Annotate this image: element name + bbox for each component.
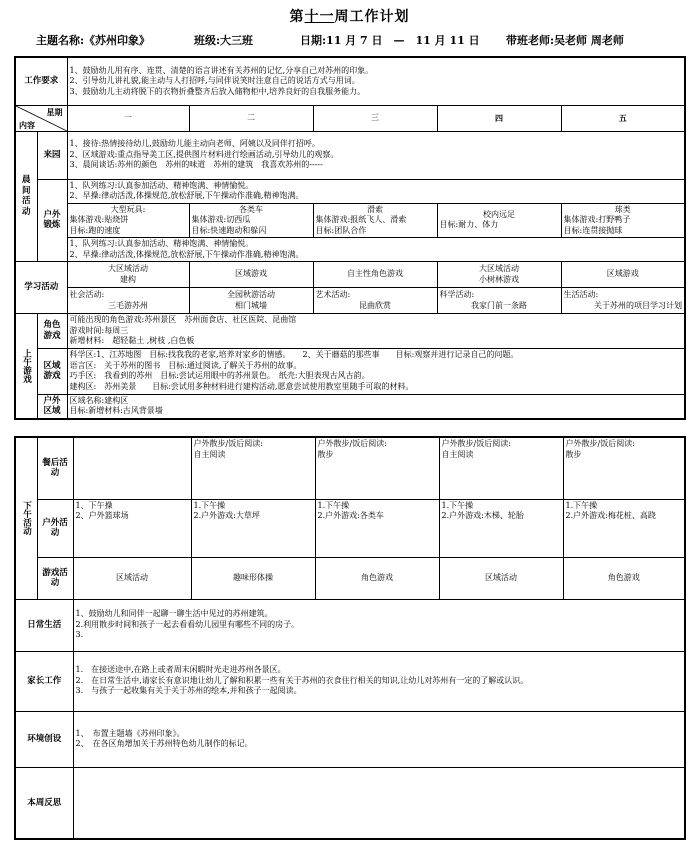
pm-outdoor-thu <box>439 499 563 557</box>
game-cell-thu: 区域活动 <box>439 557 563 599</box>
study-top-wed <box>313 262 437 288</box>
study-bottom-sub: 我家门前一条路 <box>471 300 528 310</box>
outdoor-cell-title: 各类车 <box>239 204 264 214</box>
meal-cell-fri <box>563 437 685 499</box>
area-line: 巧手区: 我看到的苏州 目标:尝试运用眼中的苏州景色。 纸壳:大胆表现古风古韵。 <box>69 371 370 380</box>
outdoor-cell-wed <box>313 203 437 238</box>
pm-outdoor-line: 2、户外篮球场 <box>75 511 129 520</box>
daily-line: 3. <box>75 630 84 640</box>
game-cell-tue: 趣味形体操 <box>191 557 315 599</box>
requirements-label: 工作要求 <box>15 57 67 105</box>
weekday-col-label: 内容 <box>19 120 35 130</box>
meal-cell-thu <box>439 437 563 499</box>
study-bottom-title: 科学活动: <box>439 290 475 299</box>
meal-cell-activity: 散步 <box>317 449 334 459</box>
page-title <box>0 6 699 26</box>
title-prefix: 第 <box>289 9 305 25</box>
outdoor-line: 2、早操:律动活泼,体操规范,放松舒展,下午操动作准确,精神饱满。 <box>69 191 304 200</box>
pm-outdoor-line: 1、下午操 <box>75 500 113 510</box>
parent-line: 3. 与孩子一起收集有关于关于苏州的绘本,并和孩子一起阅读。 <box>75 686 302 696</box>
study-bottom-title: 社会活动: <box>69 290 105 299</box>
outdoor-line: 2、早操:律动活泼,体操规范,放松舒展,下午操动作准确,精神饱满。 <box>69 249 304 259</box>
area-game-content <box>67 348 685 394</box>
pm-outdoor-line: 2.户外游戏:大草坪 <box>193 511 260 520</box>
area-line: 科学区:1、江苏地图 目标:找我我的老家,培养对家乡的情感。 2、关于蘑菇的那些事 目标:观察并进行记录自己的问题。 <box>69 350 519 359</box>
meal-cell-tue <box>191 437 315 499</box>
week-number: 十一 <box>304 9 335 25</box>
date-label: 日期:11 月 7 日 — 11 月 11 日 <box>300 34 480 47</box>
pm-outdoor-line: 1.下午操 <box>441 500 474 510</box>
meal-label: 餐后活动 <box>37 437 73 499</box>
outdoor-cell-title: 校内远足 <box>483 209 516 219</box>
role-line: 可能出现的角色游戏:苏州景区 苏州面食店、社区医院、昆曲馆 <box>69 315 297 324</box>
weekday-fri: 五 <box>561 105 685 131</box>
area-line: 建构区: 苏州美景 目标:尝试用多种材料进行建构活动,愿意尝试使用教室里随手可取的材料。 <box>69 381 414 391</box>
study-top-tue <box>189 262 313 288</box>
study-bottom-wed <box>313 288 437 314</box>
outdoor-cell-game: 集体游戏:报纸飞人、滑索 <box>315 215 407 224</box>
environment-content <box>73 711 685 767</box>
pm-outdoor-line: 2.户外游戏:木梯、轮胎 <box>441 511 524 520</box>
study-bottom-title: 全园秋游活动 <box>227 290 276 299</box>
game-cell-fri: 角色游戏 <box>563 557 685 599</box>
game-activity-label: 游戏活动 <box>37 557 73 599</box>
weekday-corner-cell <box>15 105 67 131</box>
outdoor-cell-goal: 目标:连贯接抛球 <box>563 225 623 235</box>
reflection-content <box>73 767 685 839</box>
parent-work-label: 家长工作 <box>15 651 73 711</box>
environment-label: 环境创设 <box>15 711 73 767</box>
outdoor-cell-title: 滑索 <box>367 204 384 214</box>
weekday-thu: 四 <box>437 105 561 131</box>
parent-work-content <box>73 651 685 711</box>
study-top-title: 大区域活动 <box>108 264 149 273</box>
study-top-thu <box>437 262 561 288</box>
study-top-sub: 建构 <box>120 274 137 284</box>
outdoor-cell-goal: 目标:团队合作 <box>315 225 367 235</box>
afternoon-label: 下午活动 <box>15 437 37 599</box>
teacher-label: 带班老师:吴老师 周老师 <box>506 34 624 47</box>
outdoor-area-line: 区域名称:建构区 <box>69 395 129 405</box>
arrival-label: 来园 <box>37 131 67 179</box>
meal-cell-title: 户外散步/饭后阅读: <box>565 439 635 448</box>
study-top-mon <box>67 262 189 288</box>
theme-label: 主题名称:《苏州印象》 <box>36 34 151 47</box>
study-label: 学习活动 <box>15 262 67 314</box>
morning-label: 晨间活动 <box>15 131 37 262</box>
forenoon-label: 上午游戏 <box>15 314 37 419</box>
study-top-title: 自主性角色游戏 <box>347 269 404 279</box>
meal-cell-title: 户外散步/饭后阅读: <box>193 439 263 448</box>
outdoor-exercise-label: 户外锻炼 <box>37 179 67 262</box>
meal-cell-title: 户外散步/饭后阅读: <box>317 439 387 448</box>
arrival-line: 2、区域游戏:重点指导美工区,提供图片材料进行绘画活动,引导幼儿的观察。 <box>69 149 339 159</box>
pm-outdoor-line: 1.下午操 <box>193 500 226 510</box>
environment-line: 1、 布置主题墙《苏州印象》。 <box>75 728 185 738</box>
role-line: 新增材料: 超轻黏土 ,树枝 ,白色板 <box>69 336 195 345</box>
arrival-line: 3、晨间谈话:苏州的颜色 苏州的味道 苏州的建筑 我喜欢苏州的----- <box>69 160 323 170</box>
arrival-content <box>67 131 685 179</box>
meal-cell-mon <box>73 437 191 499</box>
reflection-label: 本周反思 <box>15 767 73 839</box>
outdoor-cell-goal: 目标:耐力、体力 <box>439 220 499 230</box>
environment-line: 2、 在各区角增加关于苏州特色幼儿制作的标记。 <box>75 739 253 748</box>
weekday-wed: 三 <box>313 105 437 131</box>
outdoor-cell-game: 集体游戏:贴烧饼 <box>69 215 129 224</box>
outdoor-area-line: 目标:新增材料:古风背景墙 <box>69 406 163 415</box>
game-cell-mon: 区域活动 <box>73 557 191 599</box>
pm-outdoor-line: 1.下午操 <box>565 500 598 510</box>
study-bottom-sub: 关于苏州的项目学习计划 <box>594 300 683 310</box>
outdoor-cell-goal: 目标:跑的速度 <box>69 225 121 235</box>
study-top-title: 大区域活动 <box>479 264 520 273</box>
pm-outdoor-mon <box>73 499 191 557</box>
requirement-line: 3、鼓励幼儿主动将脱下的衣物折叠整齐后放入储物柜中,培养良好的自我服务能力。 <box>69 86 366 96</box>
outdoor-line: 1、队列练习:认真参加活动、精神饱满、神情愉悦。 <box>69 180 254 190</box>
meal-cell-title: 户外散步/饭后阅读: <box>441 439 511 448</box>
daily-life-content <box>73 599 685 651</box>
meal-cell-activity: 自主阅读 <box>193 449 226 459</box>
pm-outdoor-label: 户外活动 <box>37 499 73 557</box>
outdoor-area-label: 户外区域 <box>37 394 67 419</box>
outdoor-cell-mon <box>67 203 189 238</box>
pm-outdoor-line: 2.户外游戏:梅花桩、高跷 <box>565 511 656 520</box>
pm-outdoor-fri <box>563 499 685 557</box>
requirements-content <box>67 57 685 105</box>
role-game-label: 角色游戏 <box>37 314 67 349</box>
daily-line: 2.利用散步时间和孩子一起去看看幼儿园里有哪些不同的房子。 <box>75 619 300 629</box>
requirement-line: 1、鼓励幼儿用有序、连贯、清楚的语言讲述有关苏州的记忆,分享自己对苏州的印象。 <box>69 65 374 75</box>
outdoor-cell-tue <box>189 203 313 238</box>
area-game-label: 区域游戏 <box>37 348 67 394</box>
pm-outdoor-wed <box>315 499 439 557</box>
outdoor-cell-game: 集体游戏:切西瓜 <box>191 215 251 224</box>
pm-outdoor-line: 1.下午操 <box>317 500 350 510</box>
outdoor-area-content <box>67 394 685 419</box>
role-line: 游戏时间:每周三 <box>69 325 129 335</box>
weekday-row-label: 星期 <box>46 106 63 117</box>
area-line: 语言区: 关于苏州的图书 目标:通过阅读,了解关于苏州的故事。 <box>69 360 302 370</box>
study-top-fri <box>561 262 685 288</box>
study-bottom-title: 生活活动: <box>563 290 599 299</box>
plan-table-top <box>14 56 686 420</box>
plan-table-bottom <box>14 436 686 840</box>
title-suffix: 周工作计划 <box>334 9 410 25</box>
weekday-tue: 二 <box>189 105 313 131</box>
role-game-content <box>67 314 685 349</box>
study-bottom-mon <box>67 288 189 314</box>
study-bottom-sub: 三毛游苏州 <box>108 300 149 310</box>
pm-outdoor-line: 2.户外游戏:各类车 <box>317 511 384 520</box>
requirement-line: 2、引导幼儿讲礼貌,能主动与人打招呼,与同伴说笑时注意自己的说话方式与用词。 <box>69 76 360 85</box>
outdoor-top-content <box>67 179 685 203</box>
study-bottom-tue: 全园秋游活动 相门城墙 <box>189 288 313 314</box>
meal-cell-activity: 散步 <box>565 449 582 459</box>
study-top-sub: 小树林游戏 <box>479 274 520 284</box>
study-bottom-title: 艺术活动: <box>315 290 351 299</box>
daily-line: 1、鼓励幼儿和同伴一起聊一聊生活中见过的苏州建筑。 <box>75 609 273 619</box>
outdoor-cell-goal: 目标:快速跑动和躲闪 <box>191 225 267 235</box>
class-label: 班级:大三班 <box>194 34 254 47</box>
outdoor-line: 1、队列练习:认真参加活动、精神饱满、神情愉悦。 <box>69 239 254 248</box>
outdoor-cell-title: 大型玩具: <box>110 204 146 214</box>
parent-line: 1. 在接送途中,在路上或者周末闲暇时光走进苏州各景区。 <box>75 665 286 675</box>
outdoor-cell-fri <box>561 203 685 238</box>
study-top-title: 区域游戏 <box>606 269 639 279</box>
meal-cell-activity: 自主阅读 <box>441 449 474 459</box>
weekday-mon: 一 <box>67 105 189 131</box>
arrival-line: 1、接待:热情接待幼儿,鼓励幼儿能主动向老师、阿姨以及同伴打招呼。 <box>69 139 320 149</box>
outdoor-cell-thu <box>437 203 561 238</box>
study-bottom-thu <box>437 288 561 314</box>
meal-cell-wed <box>315 437 439 499</box>
outdoor-cell-game: 集体游戏:打野鸭子 <box>563 215 631 224</box>
daily-life-label: 日常生活 <box>15 599 73 651</box>
study-bottom-sub: 昆曲欣赏 <box>359 300 392 310</box>
game-cell-wed: 角色游戏 <box>315 557 439 599</box>
parent-line: 2. 在日常生活中,请家长有意识地让幼儿了解和积累一些有关于苏州的衣食住行相关的知识,让幼儿对苏州有一定的了解或认识。 <box>75 675 529 685</box>
study-top-title: 区域游戏 <box>235 269 268 279</box>
study-bottom-fri <box>561 288 685 314</box>
pm-outdoor-tue <box>191 499 315 557</box>
outdoor-cell-title: 球类 <box>614 204 631 214</box>
outdoor-bottom-content <box>67 238 685 262</box>
